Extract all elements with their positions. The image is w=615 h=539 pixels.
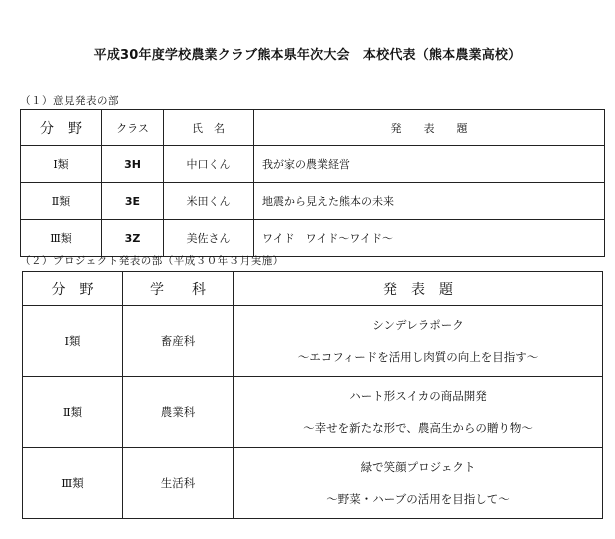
category-cell: Ⅰ類 bbox=[23, 306, 123, 377]
class-cell: 3Z bbox=[102, 220, 164, 257]
project-table bbox=[22, 271, 603, 519]
speech-table bbox=[20, 109, 605, 257]
topic-cell: 地震から見えた熊本の未来 bbox=[254, 183, 605, 220]
topic-cell bbox=[234, 377, 603, 448]
header-category: 分 野 bbox=[23, 272, 123, 306]
topic-cell: ワイド ワイド〜ワイド〜 bbox=[254, 220, 605, 257]
dept-cell: 生活科 bbox=[123, 448, 234, 519]
page-title: 平成30年度学校農業クラブ熊本県年次大会 本校代表（熊本農業高校） bbox=[93, 48, 522, 63]
topic-cell bbox=[234, 306, 603, 377]
header-category: 分 野 bbox=[21, 110, 102, 146]
table-header-row bbox=[21, 110, 605, 146]
table-row bbox=[23, 306, 603, 377]
project-subtitle: 〜幸せを新たな形で、農高生からの贈り物〜 bbox=[303, 421, 533, 435]
category-cell: Ⅱ類 bbox=[21, 183, 102, 220]
table-header-row bbox=[23, 272, 603, 306]
dept-cell: 畜産科 bbox=[123, 306, 234, 377]
category-cell: Ⅰ類 bbox=[21, 146, 102, 183]
table-row bbox=[21, 146, 605, 183]
category-cell: Ⅲ類 bbox=[21, 220, 102, 257]
category-cell: Ⅱ類 bbox=[23, 377, 123, 448]
section1-label: （１）意見発表の部 bbox=[20, 95, 119, 107]
table-row bbox=[21, 183, 605, 220]
header-name: 氏 名 bbox=[164, 110, 254, 146]
class-cell: 3H bbox=[102, 146, 164, 183]
header-topic: 発 表 題 bbox=[234, 272, 603, 306]
topic-cell bbox=[234, 448, 603, 519]
project-title: ハート形スイカの商品開発 bbox=[349, 389, 487, 403]
table-row bbox=[23, 377, 603, 448]
dept-cell: 農業科 bbox=[123, 377, 234, 448]
topic-cell: 我が家の農業経営 bbox=[254, 146, 605, 183]
project-subtitle: 〜野菜・ハーブの活用を目指して〜 bbox=[326, 492, 510, 506]
name-cell: 美佐さん bbox=[164, 220, 254, 257]
project-title: シンデレラポーク bbox=[372, 318, 464, 332]
table-row bbox=[23, 448, 603, 519]
class-cell: 3E bbox=[102, 183, 164, 220]
project-title: 緑で笑顔プロジェクト bbox=[360, 460, 476, 474]
header-topic: 発 表 題 bbox=[254, 110, 605, 146]
table-row bbox=[21, 220, 605, 257]
section2-label: （２）プロジェクト発表の部（平成３０年３月実施） bbox=[20, 255, 284, 267]
project-subtitle: 〜エコフィードを活用し肉質の向上を目指す〜 bbox=[297, 350, 539, 364]
name-cell: 中口くん bbox=[164, 146, 254, 183]
header-dept: 学 科 bbox=[123, 272, 234, 306]
category-cell: Ⅲ類 bbox=[23, 448, 123, 519]
name-cell: 米田くん bbox=[164, 183, 254, 220]
header-class: クラス bbox=[102, 110, 164, 146]
